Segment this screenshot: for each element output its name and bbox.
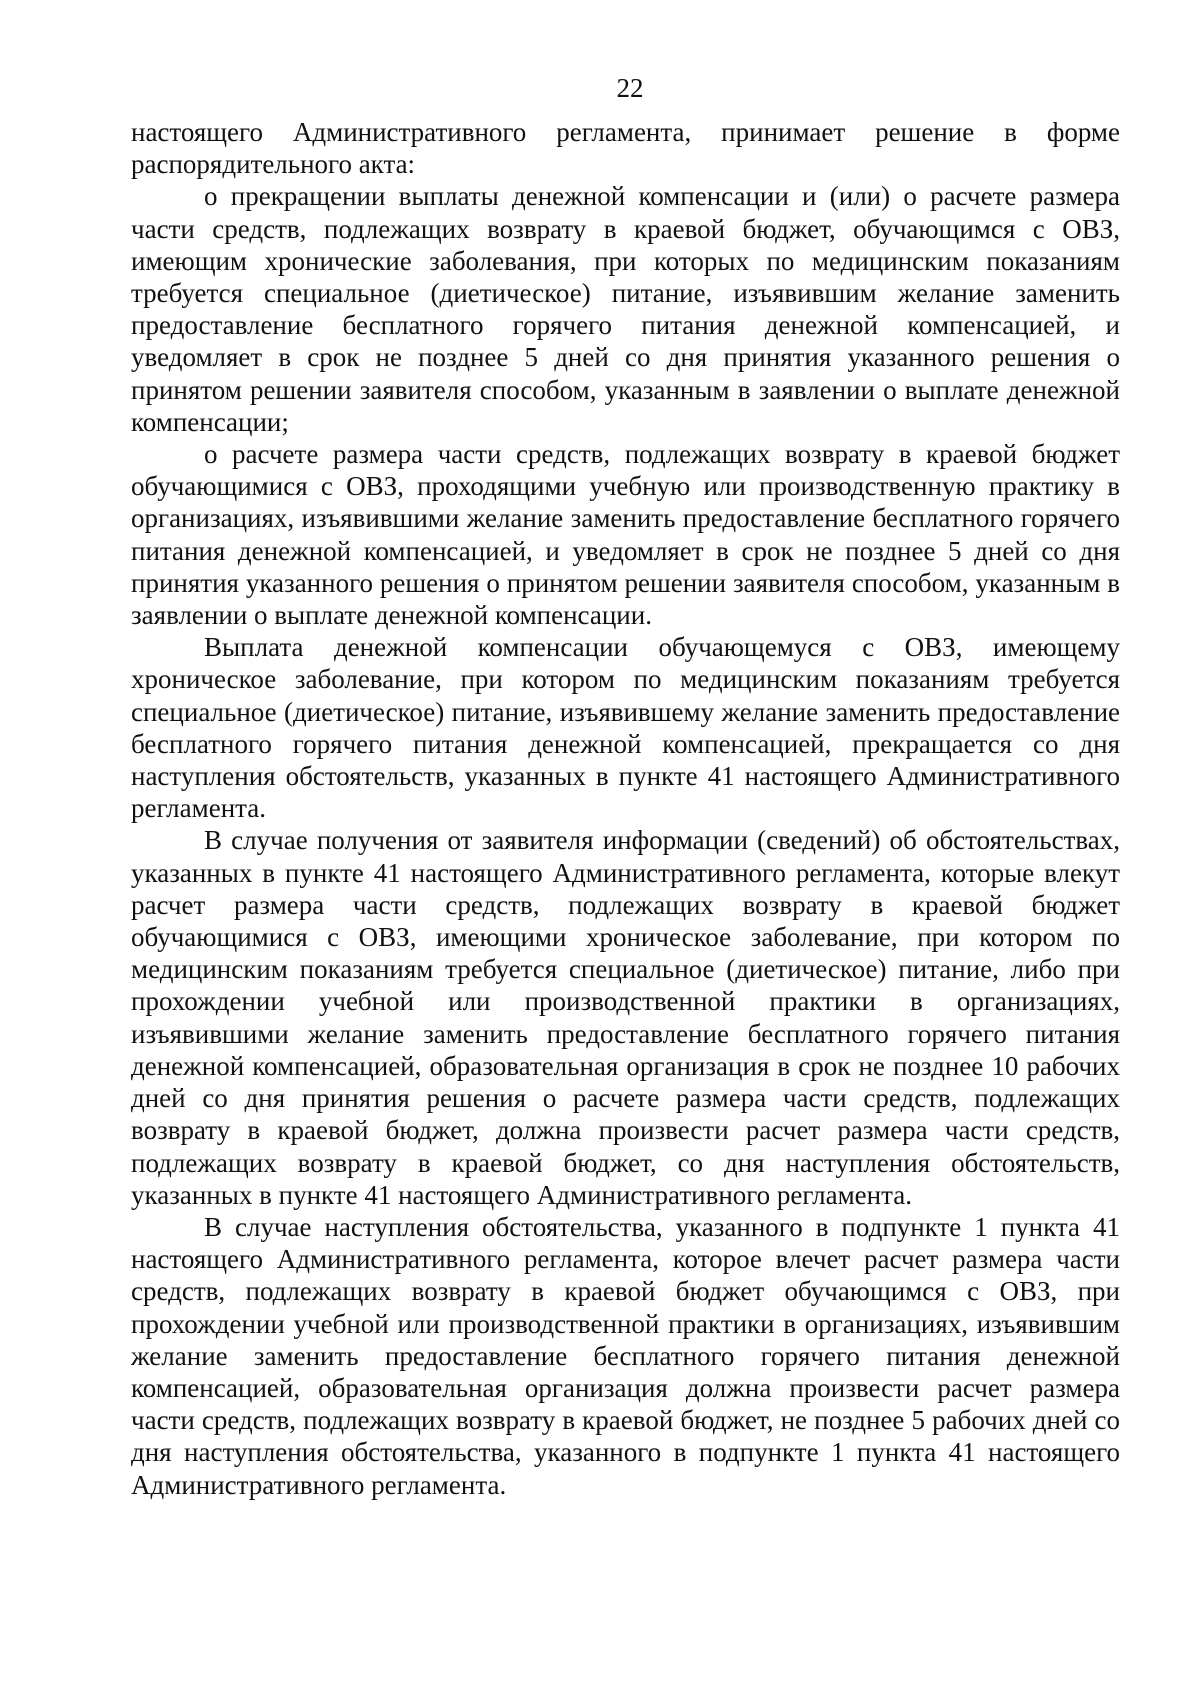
paragraph-payment-termination: Выплата денежной компенсации обучающемуся с ОВЗ, имеющему хроническое заболевание, при котором по медицинским показаниям требуется специальное (диетическое) питание, изъявившему желание заменить предоставление бесплатного горячего питания денежной компенсацией, прекращается со дня наступления обстоятельств, указанных в пункте 41 настоящего Административного регламента.	[131, 632, 1120, 824]
paragraph-information-received: В случае получения от заявителя информации (сведений) об обстоятельствах, указанных в пункте 41 настоящего Административного регламента, которые влекут расчет размера части средств, подлежащих возврату в краевой бюджет обучающимися с ОВЗ, имеющими хроническое заболевание, при котором по медицинским показаниям требуется специальное (диетическое) питание, либо при прохождении учебной или производственной практики в организациях, изъявившими желание заменить предоставление бесплатного горячего питания денежной компенсацией, образовательная организация в срок не позднее 10 рабочих дней со дня принятия решения о расчете размера части средств, подлежащих возврату в краевой бюджет, должна произвести расчет размера части средств, подлежащих возврату в краевой бюджет, со дня наступления обстоятельств, указанных в пункте 41 настоящего Административного регламента.	[131, 825, 1120, 1210]
paragraph-termination-decision: о прекращении выплаты денежной компенсации и (или) о расчете размера части средств, подлежащих возврату в краевой бюджет, обучающимся с ОВЗ, имеющим хронические заболевания, при которых по медицинским показаниям требуется специальное (диетическое) питание, изъявившим желание заменить предоставление бесплатного горячего питания денежной компенсацией, и уведомляет в срок не позднее 5 дней со дня принятия указанного решения о принятом решении заявителя способом, указанным в заявлении о выплате денежной компенсации;	[131, 181, 1120, 437]
paragraph-circumstance-occurred: В случае наступления обстоятельства, указанного в подпункте 1 пункта 41 настоящего Административного регламента, которое влечет расчет размера части средств, подлежащих возврату в краевой бюджет обучающимся с ОВЗ, при прохождении учебной или производственной практики в организациях, изъявившим желание заменить предоставление бесплатного горячего питания денежной компенсацией, образовательная организация должна произвести расчет размера части средств, подлежащих возврату в краевой бюджет, не позднее 5 рабочих дней со дня наступления обстоятельства, указанного в подпункте 1 пункта 41 настоящего Административного регламента.	[131, 1211, 1120, 1500]
document-body	[131, 116, 1120, 1501]
paragraph-continuation: настоящего Административного регламента, принимает решение в форме распорядительного акта:	[131, 117, 1120, 180]
paragraph-practice-calculation: о расчете размера части средств, подлежащих возврату в краевой бюджет обучающимися с ОВЗ, проходящими учебную или производственную практику в организациях, изъявившими желание заменить предоставление бесплатного горячего питания денежной компенсацией, и уведомляет в срок не позднее 5 дней со дня принятия указанного решения о принятом решении заявителя способом, указанным в заявлении о выплате денежной компенсации.	[131, 439, 1120, 631]
page-number: 22	[616, 73, 644, 103]
